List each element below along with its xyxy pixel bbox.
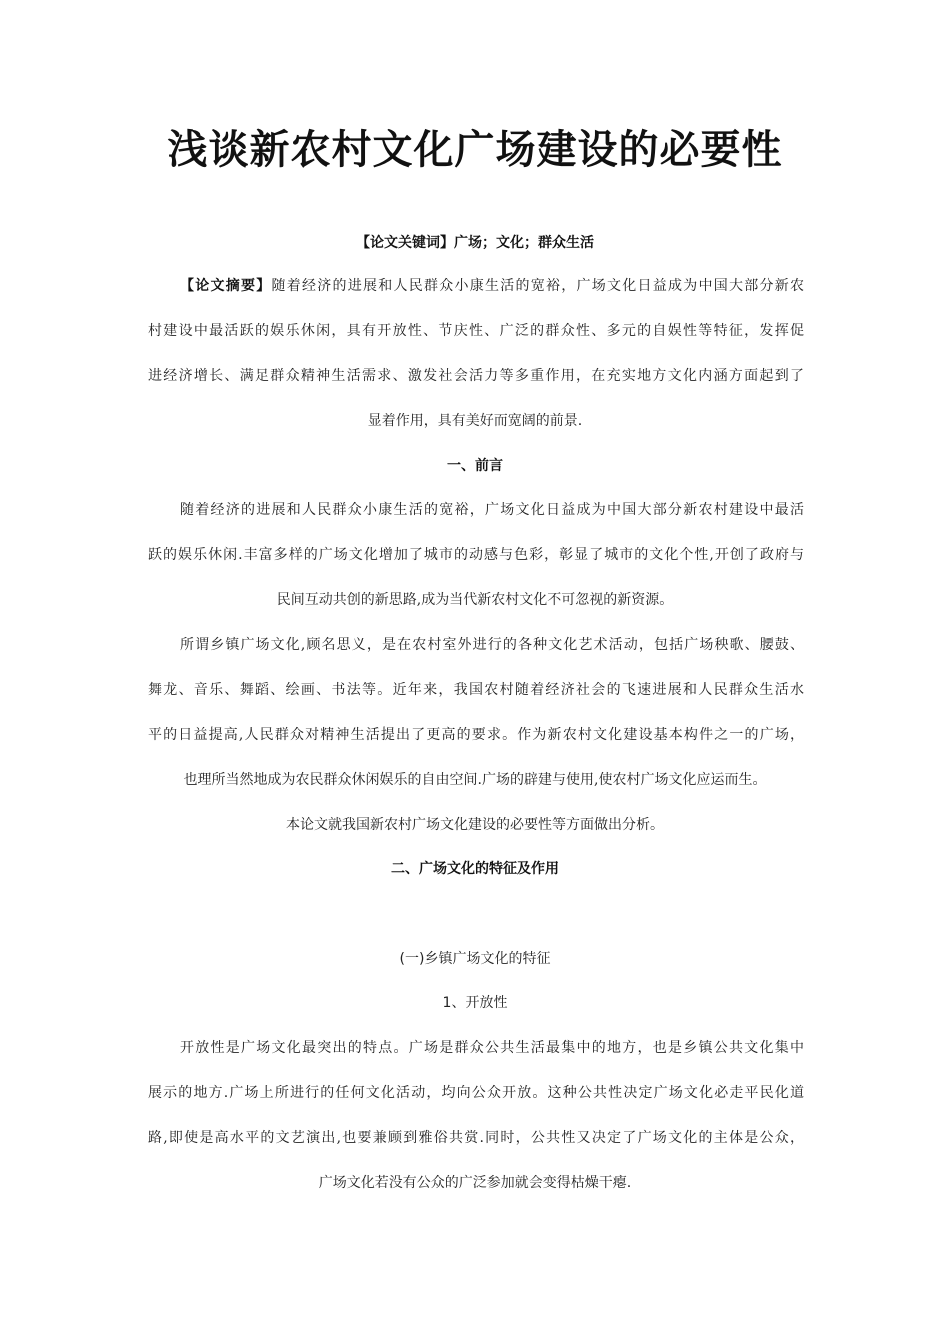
subsection-heading-features: (一)乡镇广场文化的特征	[399, 951, 551, 967]
keywords-line: 【论文关键词】广场；文化；群众生活	[356, 235, 594, 251]
abstract-line-4: 显着作用，具有美好而宽阔的前景.	[367, 413, 583, 429]
abstract-line-3: 进经济增长、满足群众精神生活需求、激发社会活力等多重作用，在充实地方文化内涵方面起到了	[148, 368, 804, 384]
preface-para2-line-1: 所谓乡镇广场文化,顾名思义，是在农村室外进行的各种文化艺术活动，包括广场秧歌、腰鼓、	[180, 637, 804, 653]
openness-para-line-4: 广场文化若没有公众的广泛参加就会变得枯燥干瘪.	[318, 1175, 632, 1191]
preface-para1-line-2: 跃的娱乐休闲.丰富多样的广场文化增加了城市的动感与色彩，彰显了城市的文化个性,开创了政府与	[148, 547, 804, 563]
preface-para3: 本论文就我国新农村广场文化建设的必要性等方面做出分析。	[286, 817, 664, 833]
abstract-text-1: 随着经济的进展和人民群众小康生活的宽裕，广场文化日益成为中国大部分新农	[271, 278, 804, 294]
section-heading-preface: 一、前言	[447, 458, 503, 474]
preface-para2-line-2: 舞龙、音乐、舞蹈、绘画、书法等。近年来，我国农村随着经济社会的飞速进展和人民群众生活水	[148, 682, 804, 698]
openness-para-line-3: 路,即使是高水平的文艺演出,也要兼顾到雅俗共赏.同时，公共性又决定了广场文化的主体是公众，	[148, 1130, 804, 1146]
document-title: 浅谈新农村文化广场建设的必要性	[167, 127, 783, 173]
preface-para2-line-3: 平的日益提高,人民群众对精神生活提出了更高的要求。作为新农村文化建设基本构件之一的广场，	[148, 727, 804, 743]
openness-para-line-2: 展示的地方.广场上所进行的任何文化活动，均向公众开放。这种公共性决定广场文化必走平民化道	[148, 1085, 804, 1101]
abstract-line-1	[180, 276, 804, 296]
abstract-line-2: 村建设中最活跃的娱乐休闲，具有开放性、节庆性、广泛的群众性、多元的自娱性等特征，发挥促	[148, 323, 804, 339]
abstract-label: 【论文摘要】	[180, 278, 272, 294]
preface-para1-line-3: 民间互动共创的新思路,成为当代新农村文化不可忽视的新资源。	[276, 592, 674, 608]
section-heading-features: 二、广场文化的特征及作用	[391, 861, 559, 877]
item-heading-openness: 1、开放性	[442, 995, 508, 1011]
preface-para1-line-1: 随着经济的进展和人民群众小康生活的宽裕，广场文化日益成为中国大部分新农村建设中最活	[180, 502, 804, 518]
openness-para-line-1: 开放性是广场文化最突出的特点。广场是群众公共生活最集中的地方，也是乡镇公共文化集中	[180, 1040, 804, 1056]
preface-para2-line-4: 也理所当然地成为农民群众休闲娱乐的自由空间.广场的辟建与使用,使农村广场文化应运而生。	[183, 772, 767, 788]
